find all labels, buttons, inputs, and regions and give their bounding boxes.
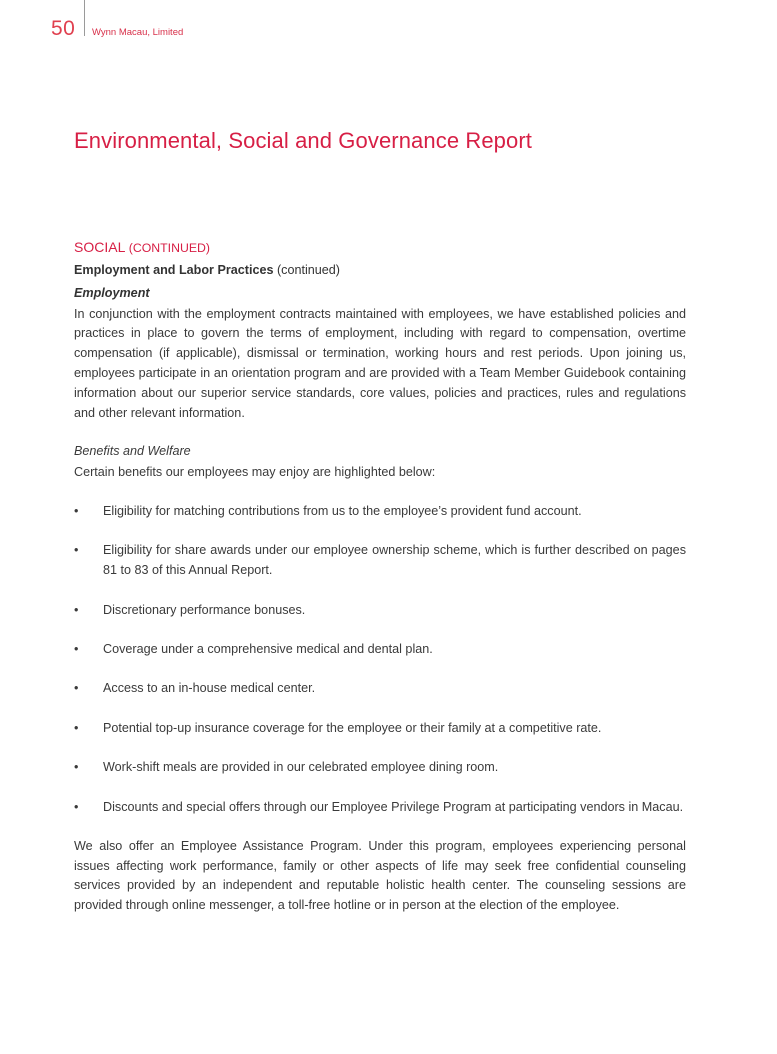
list-item-text: Discretionary performance bonuses. (103, 602, 306, 617)
page-number: 50 (51, 17, 76, 40)
bullet-icon: • (74, 641, 79, 656)
list-item-text: Work-shift meals are provided in our celebrated employee dining room. (103, 760, 499, 775)
section-heading-main: SOCIAL (74, 239, 125, 255)
list-item (74, 502, 686, 522)
benefits-label: Benefits and Welfare (74, 444, 191, 459)
page-header (0, 0, 777, 50)
list-item-text: Coverage under a comprehensive medical and dental plan. (103, 641, 433, 656)
list-item-text: Eligibility for share awards under our employee ownership scheme, which is further described on pages 81 to 83 of this Annual Report. (103, 543, 686, 578)
bullet-icon: • (74, 720, 79, 735)
subsection-heading-suffix: (continued) (276, 263, 340, 277)
list-item (74, 798, 686, 818)
list-item (74, 640, 686, 660)
list-item (74, 719, 686, 739)
company-name: Wynn Macau, Limited (92, 27, 184, 38)
list-item-text: Eligibility for matching contributions from us to the employee’s provident fund account. (103, 503, 582, 518)
report-title: Environmental, Social and Governance Report (74, 128, 532, 153)
bullet-icon: • (74, 760, 79, 775)
subsection-heading (74, 261, 686, 281)
bullet-icon: • (74, 681, 79, 696)
bullet-icon: • (74, 543, 79, 558)
bullet-icon: • (74, 503, 79, 518)
list-item (74, 679, 686, 699)
benefits-list (74, 502, 686, 817)
section-heading-suffix: (CONTINUED) (128, 241, 211, 255)
assistance-program-paragraph: We also offer an Employee Assistance Program. Under this program, employees experiencing personal issues affecting work performance, family or other aspects of life may seek free confidential counseling services provided by an independent and reputable holistic health center. The counseling sessions are provided through online messenger, a toll-free hotline or in person at the election of the employee. (74, 838, 686, 913)
list-item (74, 601, 686, 621)
list-item (74, 541, 686, 581)
list-item-text: Potential top-up insurance coverage for the employee or their family at a competitive rate. (103, 720, 602, 735)
topic-heading: Employment (74, 285, 150, 300)
benefits-intro: Certain benefits our employees may enjoy are highlighted below: (74, 465, 436, 480)
report-content (74, 238, 686, 916)
employment-paragraph: In conjunction with the employment contracts maintained with employees, we have established policies and practices in place to govern the terms of employment, including with regard to compensation, overtime compensation (if applicable), dismissal or termination, working hours and rest periods. Upon joining us, employees participate in an orientation program and are provided with a Team Member Guidebook containing information about our superior service standards, core values, policies and practices, rules and regulations and other relevant information. (74, 306, 686, 420)
section-heading (74, 238, 686, 257)
header-divider (84, 0, 85, 36)
bullet-icon: • (74, 799, 79, 814)
bullet-icon: • (74, 602, 79, 617)
list-item-text: Access to an in-house medical center. (103, 681, 316, 696)
list-item (74, 758, 686, 778)
subsection-heading-bold: Employment and Labor Practices (74, 263, 274, 277)
list-item-text: Discounts and special offers through our Employee Privilege Program at participating vendors in Macau. (103, 799, 684, 814)
